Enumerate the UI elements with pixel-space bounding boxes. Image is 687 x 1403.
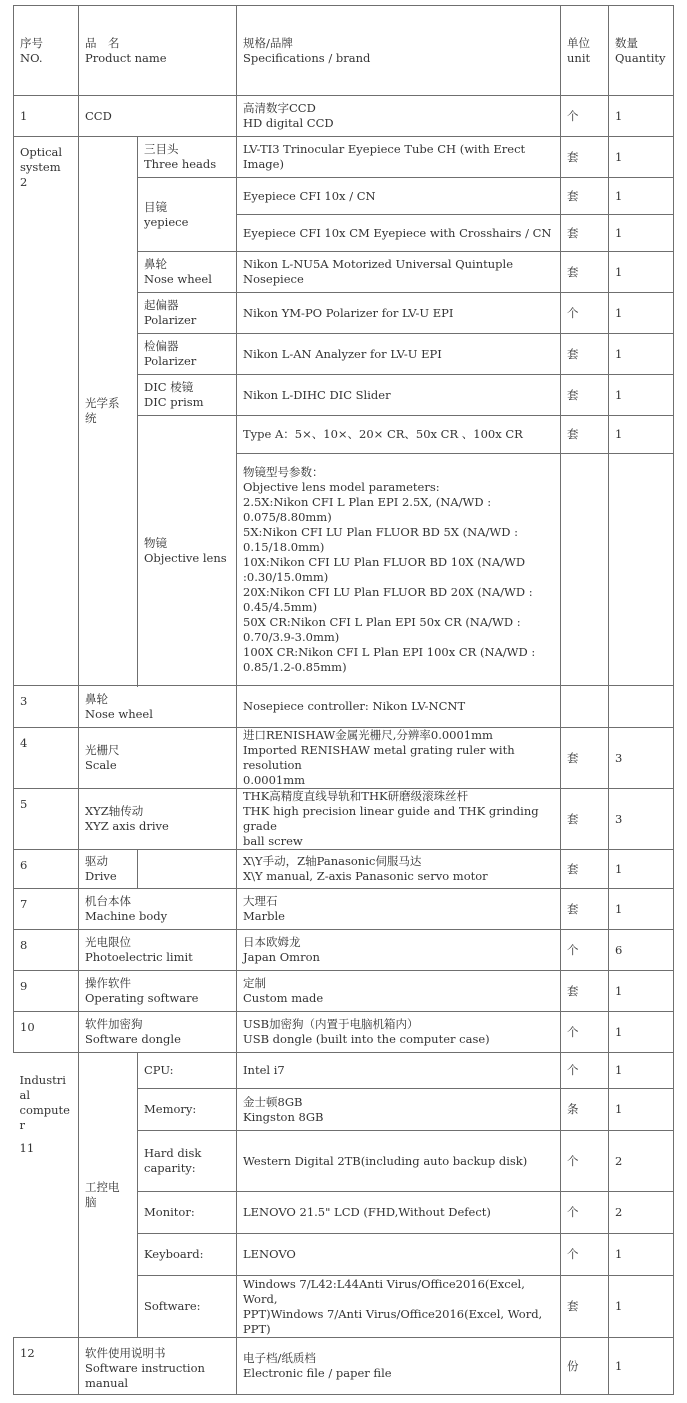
row-spec: Nikon L-DIHC DIC Slider bbox=[237, 375, 561, 416]
row-name: XYZ轴传动 XYZ axis drive bbox=[79, 789, 237, 850]
sub-name: Monitor: bbox=[138, 1192, 237, 1234]
row-qty bbox=[609, 454, 674, 686]
row-qty: 1 bbox=[609, 215, 674, 252]
row-no: 10 bbox=[14, 1012, 79, 1053]
row-name: CCD bbox=[79, 96, 237, 137]
row-spec: 电子档/纸质档 Electronic file / paper file bbox=[237, 1338, 561, 1395]
sub-name: 物镜 Objective lens bbox=[138, 416, 237, 686]
industrial-computer-no: Industrial computer 11 bbox=[14, 1053, 79, 1338]
row-unit: 条 bbox=[561, 1089, 609, 1131]
table-row bbox=[14, 930, 674, 971]
row-qty: 2 bbox=[609, 1131, 674, 1192]
row-unit: 个 bbox=[561, 293, 609, 334]
row-name: 光栅尺 Scale bbox=[79, 728, 237, 789]
row-spec: 大理石 Marble bbox=[237, 889, 561, 930]
row-spec: Nikon YM-PO Polarizer for LV-U EPI bbox=[237, 293, 561, 334]
row-qty: 1 bbox=[609, 416, 674, 454]
row-spec: 定制 Custom made bbox=[237, 971, 561, 1012]
row-unit: 套 bbox=[561, 971, 609, 1012]
row-spec: Eyepiece CFI 10x CM Eyepiece with Crosshairs / CN bbox=[237, 215, 561, 252]
row-qty: 1 bbox=[609, 178, 674, 215]
table-row bbox=[14, 789, 674, 850]
row-spec: 进口RENISHAW金属光栅尺,分辨率0.0001mm Imported RENISHAW metal grating ruler with resolution 0.0001mm bbox=[237, 728, 561, 789]
row-unit: 套 bbox=[561, 789, 609, 850]
row-qty: 1 bbox=[609, 293, 674, 334]
row-no: 9 bbox=[14, 971, 79, 1012]
table-row bbox=[14, 137, 674, 178]
row-no: 12 bbox=[14, 1338, 79, 1395]
header-spec: 规格/品牌 Specifications / brand bbox=[237, 6, 561, 96]
sub-name: 三目头 Three heads bbox=[138, 137, 237, 178]
optical-system-name: 光学系 统 bbox=[79, 137, 138, 686]
row-unit: 套 bbox=[561, 416, 609, 454]
row-qty: 1 bbox=[609, 1053, 674, 1089]
row-qty: 1 bbox=[609, 1338, 674, 1395]
row-qty bbox=[609, 686, 674, 728]
row-unit: 套 bbox=[561, 334, 609, 375]
row-unit: 个 bbox=[561, 1234, 609, 1276]
row-qty: 1 bbox=[609, 137, 674, 178]
row-no: 1 bbox=[14, 96, 79, 137]
row-name-blank bbox=[138, 850, 237, 889]
row-unit bbox=[561, 686, 609, 728]
row-spec: Western Digital 2TB(including auto backup disk) bbox=[237, 1131, 561, 1192]
row-spec: THK高精度直线导轨和THK研磨级滚珠丝杆 THK high precision linear guide and THK grinding grade ball screw bbox=[237, 789, 561, 850]
row-qty: 1 bbox=[609, 889, 674, 930]
row-name: 操作软件 Operating software bbox=[79, 971, 237, 1012]
row-spec: Eyepiece CFI 10x / CN bbox=[237, 178, 561, 215]
row-qty: 1 bbox=[609, 850, 674, 889]
table-row bbox=[14, 1012, 674, 1053]
product-spec-table bbox=[13, 5, 674, 1395]
sub-name: 起偏器 Polarizer bbox=[138, 293, 237, 334]
row-unit: 套 bbox=[561, 137, 609, 178]
row-unit: 套 bbox=[561, 375, 609, 416]
optical-system-no: Optical system 2 bbox=[14, 137, 79, 686]
row-unit: 份 bbox=[561, 1338, 609, 1395]
header-qty: 数量 Quantity bbox=[609, 6, 674, 96]
row-spec: Windows 7/L42:L44Anti Virus/Office2016(Excel, Word, PPT)Windows 7/Anti Virus/Office2016(Excel, Word, PPT) bbox=[237, 1276, 561, 1338]
sub-name: Memory: bbox=[138, 1089, 237, 1131]
row-no: 7 bbox=[14, 889, 79, 930]
row-no: 4 bbox=[14, 728, 79, 789]
row-name: 驱动 Drive bbox=[79, 850, 138, 889]
row-unit: 个 bbox=[561, 96, 609, 137]
row-unit: 个 bbox=[561, 1012, 609, 1053]
header-no: 序号 NO. bbox=[14, 6, 79, 96]
objective-params: 物镜型号参数： Objective lens model parameters: 2.5X:Nikon CFI L Plan EPI 2.5X, (NA/WD : 0.075/8.80mm) 5X:Nikon CFI LU Plan FLUOR BD 5X (NA/WD : 0.15/18.0mm) 10X:Nikon CFI LU Plan FLUOR BD 10X (NA/WD :0.30/15.0mm) 20X:Nikon CFI LU Plan FLUOR BD 20X (NA/WD : 0.45/4.5mm) 50X CR:Nikon CFI L Plan EPI 50x CR (NA/WD : 0.70/3.9-3.0mm) 100X CR:Nikon CFI L Plan EPI 100x CR (NA/WD : 0.85/1.2-0.85mm) bbox=[237, 454, 561, 686]
row-no: 3 bbox=[14, 686, 79, 728]
row-qty: 1 bbox=[609, 252, 674, 293]
row-name: 机台本体 Machine body bbox=[79, 889, 237, 930]
row-spec: Intel i7 bbox=[237, 1053, 561, 1089]
row-qty: 1 bbox=[609, 1089, 674, 1131]
row-unit: 套 bbox=[561, 1276, 609, 1338]
sub-name: Keyboard: bbox=[138, 1234, 237, 1276]
row-name: 光电限位 Photoelectric limit bbox=[79, 930, 237, 971]
row-spec: Nikon L-NU5A Motorized Universal Quintuple Nosepiece bbox=[237, 252, 561, 293]
row-qty: 1 bbox=[609, 1234, 674, 1276]
row-qty: 1 bbox=[609, 1276, 674, 1338]
sub-name: Software: bbox=[138, 1276, 237, 1338]
table-row bbox=[14, 889, 674, 930]
row-qty: 1 bbox=[609, 971, 674, 1012]
row-spec: Type A：5×、10×、20× CR、50x CR 、100x CR bbox=[237, 416, 561, 454]
row-qty: 6 bbox=[609, 930, 674, 971]
row-spec: USB加密狗（内置于电脑机箱内） USB dongle (built into the computer case) bbox=[237, 1012, 561, 1053]
row-spec: Nosepiece controller: Nikon LV-NCNT bbox=[237, 686, 561, 728]
row-unit: 个 bbox=[561, 1131, 609, 1192]
row-qty: 1 bbox=[609, 96, 674, 137]
table-row bbox=[14, 1338, 674, 1395]
row-spec: LENOVO 21.5" LCD (FHD,Without Defect) bbox=[237, 1192, 561, 1234]
table-row bbox=[14, 971, 674, 1012]
sub-name: 鼻轮 Nose wheel bbox=[138, 252, 237, 293]
row-unit: 个 bbox=[561, 1192, 609, 1234]
sub-name: DIC 棱镜 DIC prism bbox=[138, 375, 237, 416]
row-unit bbox=[561, 454, 609, 686]
row-name: 鼻轮 Nose wheel bbox=[79, 686, 237, 728]
row-spec: LENOVO bbox=[237, 1234, 561, 1276]
row-spec: Nikon L-AN Analyzer for LV-U EPI bbox=[237, 334, 561, 375]
row-spec: 金士顿8GB Kingston 8GB bbox=[237, 1089, 561, 1131]
sub-name: CPU: bbox=[138, 1053, 237, 1089]
header-row bbox=[14, 6, 674, 96]
row-name: 软件加密狗 Software dongle bbox=[79, 1012, 237, 1053]
sub-name: Hard disk caparity: bbox=[138, 1131, 237, 1192]
row-spec: 日本欧姆龙 Japan Omron bbox=[237, 930, 561, 971]
row-spec: LV-TI3 Trinocular Eyepiece Tube CH (with Erect Image) bbox=[237, 137, 561, 178]
row-unit: 个 bbox=[561, 1053, 609, 1089]
row-unit: 套 bbox=[561, 178, 609, 215]
row-no: 8 bbox=[14, 930, 79, 971]
table-row bbox=[14, 850, 674, 889]
row-spec: X\Y手动，Z轴Panasonic伺服马达 X\Y manual, Z-axis Panasonic servo motor bbox=[237, 850, 561, 889]
row-unit: 套 bbox=[561, 252, 609, 293]
row-qty: 1 bbox=[609, 334, 674, 375]
row-unit: 套 bbox=[561, 889, 609, 930]
row-unit: 个 bbox=[561, 930, 609, 971]
table-row bbox=[14, 96, 674, 137]
row-qty: 1 bbox=[609, 1012, 674, 1053]
row-qty: 3 bbox=[609, 789, 674, 850]
header-name: 品 名 Product name bbox=[79, 6, 237, 96]
table-row bbox=[14, 686, 674, 728]
row-unit: 套 bbox=[561, 215, 609, 252]
table-row bbox=[14, 1053, 674, 1089]
row-unit: 套 bbox=[561, 728, 609, 789]
row-qty: 1 bbox=[609, 375, 674, 416]
sub-name: 目镜 yepiece bbox=[138, 178, 237, 252]
row-spec: 高清数字CCD HD digital CCD bbox=[237, 96, 561, 137]
sub-name: 检偏器 Polarizer bbox=[138, 334, 237, 375]
row-qty: 2 bbox=[609, 1192, 674, 1234]
row-unit: 套 bbox=[561, 850, 609, 889]
industrial-computer-name: 工控电 脑 bbox=[79, 1053, 138, 1338]
table-row bbox=[14, 728, 674, 789]
row-qty: 3 bbox=[609, 728, 674, 789]
row-no: 5 bbox=[14, 789, 79, 850]
row-name: 软件使用说明书 Software instruction manual bbox=[79, 1338, 237, 1395]
row-no: 6 bbox=[14, 850, 79, 889]
header-unit: 单位 unit bbox=[561, 6, 609, 96]
